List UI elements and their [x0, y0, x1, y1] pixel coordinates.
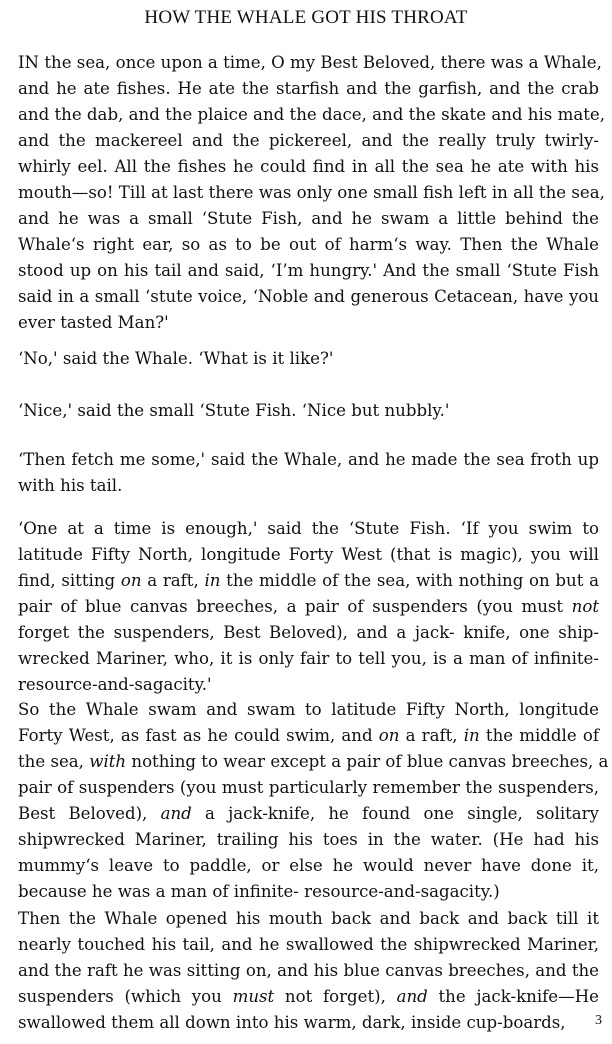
text-line: mouth—so! Till at last there was only one small fish left in all the sea, [18, 183, 605, 202]
chapter-title: HOW THE WHALE GOT HIS THROAT [144, 7, 468, 28]
paragraph-2 [18, 346, 599, 372]
text-line: So the Whale swam and swam to latitude Fifty North, longitude [18, 700, 599, 719]
paragraph-5 [18, 516, 599, 698]
text-line: pair of suspenders (you must particularly remember the suspenders, [18, 778, 599, 797]
text-line: Then the Whale opened his mouth back and back and back till it [18, 909, 599, 928]
text-line: latitude Fifty North, longitude Forty West (that is magic), you will [18, 545, 599, 564]
paragraph-4 [18, 447, 599, 499]
paragraph-1 [18, 50, 605, 336]
text-line: with his tail. [18, 476, 123, 495]
text-line: shipwrecked Mariner, trailing his toes in the water. (He had his [18, 830, 599, 849]
text-line: IN the sea, once upon a time, O my Best Beloved, there was a Whale, [18, 53, 602, 72]
text-line: because he was a man of infinite- resource-and-sagacity.) [18, 882, 500, 901]
text-line: and he was a small ‘Stute Fish, and he swam a little behind the [18, 209, 599, 228]
text-line: ‘One at a time is enough,' said the ‘Stute Fish. ‘If you swim to [18, 519, 599, 538]
paragraph-3 [18, 398, 599, 424]
text-line: suspenders (which you must not forget), and the jack-knife—He [18, 987, 599, 1006]
text-line: forget the suspenders, Best Beloved), and a jack- knife, one ship- [18, 623, 599, 642]
text-line: wrecked Mariner, who, it is only fair to tell you, is a man of infinite- [18, 649, 599, 668]
text-line: resource-and-sagacity.' [18, 675, 212, 694]
text-line: find, sitting on a raft, in the middle of the sea, with nothing on but a [18, 571, 599, 590]
text-line: Best Beloved), and a jack-knife, he found one single, solitary [18, 804, 599, 823]
text-line: Whale‘s right ear, so as to be out of harm‘s way. Then the Whale [18, 235, 599, 254]
text-line: the sea, with nothing to wear except a pair of blue canvas breeches, a [18, 752, 609, 771]
text-line: and the mackereel and the pickereel, and the really truly twirly- [18, 131, 599, 150]
text-line: ‘No,' said the Whale. ‘What is it like?' [18, 349, 334, 368]
text-line: nearly touched his tail, and he swallowed the shipwrecked Mariner, [18, 935, 599, 954]
text-line: ever tasted Man?' [18, 313, 169, 332]
text-line: Forty West, as fast as he could swim, and on a raft, in the middle of [18, 726, 599, 745]
text-line: and the dab, and the plaice and the dace, and the skate and his mate, [18, 105, 605, 124]
text-line: and the raft he was sitting on, and his blue canvas breeches, and the [18, 961, 599, 980]
text-line: ‘Then fetch me some,' said the Whale, and he made the sea froth up [18, 450, 599, 469]
text-line: stood up on his tail and said, ‘I’m hungry.' And the small ‘Stute Fish [18, 261, 599, 280]
text-line: ‘Nice,' said the small ‘Stute Fish. ‘Nice but nubbly.' [18, 401, 450, 420]
text-line: and he ate fishes. He ate the starfish and the garfish, and the crab [18, 79, 599, 98]
text-line: swallowed them all down into his warm, dark, inside cup-boards, [18, 1013, 566, 1032]
text-line: said in a small ‘stute voice, ‘Noble and generous Cetacean, have you [18, 287, 599, 306]
paragraph-6 [18, 697, 609, 905]
text-line: mummy‘s leave to paddle, or else he would never have done it, [18, 856, 599, 875]
text-line: pair of blue canvas breeches, a pair of suspenders (you must not [18, 597, 599, 616]
page-number: 3 [595, 1013, 602, 1028]
text-line: whirly eel. All the fishes he could find in all the sea he ate with his [18, 157, 599, 176]
paragraph-7 [18, 906, 599, 1036]
